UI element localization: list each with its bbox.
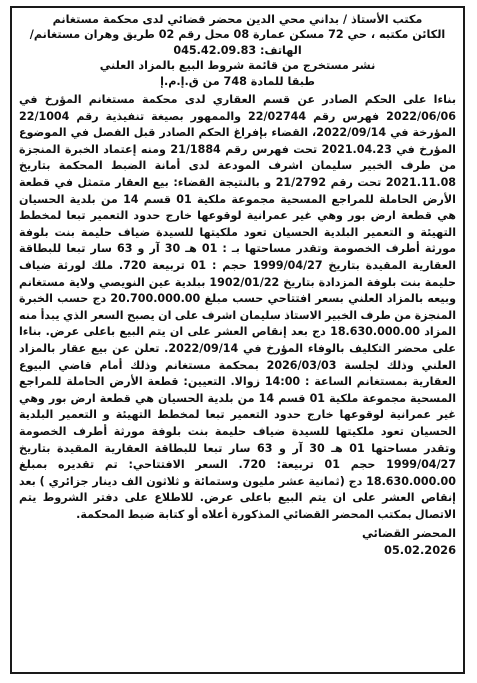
address-line: الكائن مكتبه ، حي 72 مسكن عمارة 08 محل رقم 02 طريق وهران مستغانم/ bbox=[29, 28, 446, 42]
legal-reference: طبقا للمادة 748 من ق.إ.م.إ bbox=[160, 74, 315, 88]
notice-footer bbox=[19, 525, 456, 559]
signature-label: المحضر القضائي bbox=[362, 526, 456, 541]
notice-date: 05.02.2026 bbox=[383, 543, 456, 558]
notice-header bbox=[19, 12, 456, 89]
legal-notice bbox=[10, 6, 465, 674]
notice-title: نشر مستخرج من قائمة شروط البيع بالمزاد العلني bbox=[99, 59, 376, 73]
phone-line: الهاتف: 045.42.09.83 bbox=[173, 43, 302, 57]
office-line: مكتب الأستاذ / بداني محي الدين محضر قضائي لدى محكمة مستغانم bbox=[52, 13, 423, 26]
notice-body: بناءا على الحكم الصادر عن قسم العقاري لدى محكمة مستغانم المؤرخ في 2022/06/06 فهرس رقم 22/02744 والممهور بصيغة تنفيذية رقم 22/1004 المؤرخة في 2022/09/14، القضاء بإفراغ الحكم الصادر قبل الفصل في الموضوع المؤرخ في 2021.04.23 تحت فهرس رقم 21/1884 ومنه إعتماد الخبرة المنجزة من طرف الخبير سليمان اشرف المودعة لدى أمانة الضبط المحكمة بتاريخ 2021.11.08 تحت رقم 21/2792 و بالنتيجة القضاء: بيع العقار متمثل في قطعة الأرض الحاملة للمراجع المسحية مجموعة ملكية 01 قسم 14 من بلدية الحسيان هي قطعة ارض بور وهي غير عمرانية لوقوعها خارج حدود التعمير تبعا لمخطط التهيئة و التعمير البلدية الحسيان تعود ملكيتها للسيدة ضياف حليمة بنت بلوفة مورثة أطرف الخصومة وتقدر مساحتها بـ : 01 هـ 30 آر و 63 سار تبعا للبطاقة العقارية المقيدة بتاريخ 1999/04/27 حجم : 01 تربيعة 720. ملك لورثة ضياف حليمة بنت بلوفة المزدادة بتاريخ 1902/01/22 ببلدية عين النويصي ولاية مستغانم وبيعه بالمزاد العلني بسعر افتتاحي حسب مبلغ 20.700.000.00 دج حسب الخبرة المنجزة من طرف الخبير الاستاذ سليمان اشرف على ان يصبح السعر الذي يبدأ منه المزاد 18.630.000.00 دج بعد إنقاص العشر على ان يتم البيع باعلى عرض. بناءا على محضر التكليف بالوفاء المؤرخ في 2022/09/14. تعلن عن بيع عقار بالمزاد العلني وذلك لجلسة 2026/03/03 بمحكمة مستغانم وذلك أمام قاضي البيوع العقارية بمستغانم الساعة : 14:00 زوالا. التعيين: قطعة الأرض الحاملة للمراجع المسحية مجموعة ملكية 01 قسم 14 من بلدية الحسيان هي قطعة ارض بور وهي غير عمرانية لوقوعها خارج حدود التعمير تبعا لمخطط التهيئة و التعمير البلدية الحسيان تعود ملكيتها للسيدة ضياف حليمة بنت بلوفة مورثة أطرف الخصومة وتقدر مساحتها 01 هـ 30 آر و 63 سار تبعا للبطاقة العقارية المقيدة بتاريخ 1999/04/27 حجم 01 تربيعة: 720. السعر الافتتاحي: تم تقديره بمبلغ 18.630.000.00 دج (ثمانية عشر مليون وستمائة و ثلاثون الف دينار جزائري ) بعد إنقاص العشر على ان يتم البيع باعلى عرض. للاطلاع على دفتر الشروط يتم الاتصال بمكتب المحضر القضائي المذكورة أعلاه أو كتابة ضبط المحكمة. bbox=[19, 93, 457, 521]
